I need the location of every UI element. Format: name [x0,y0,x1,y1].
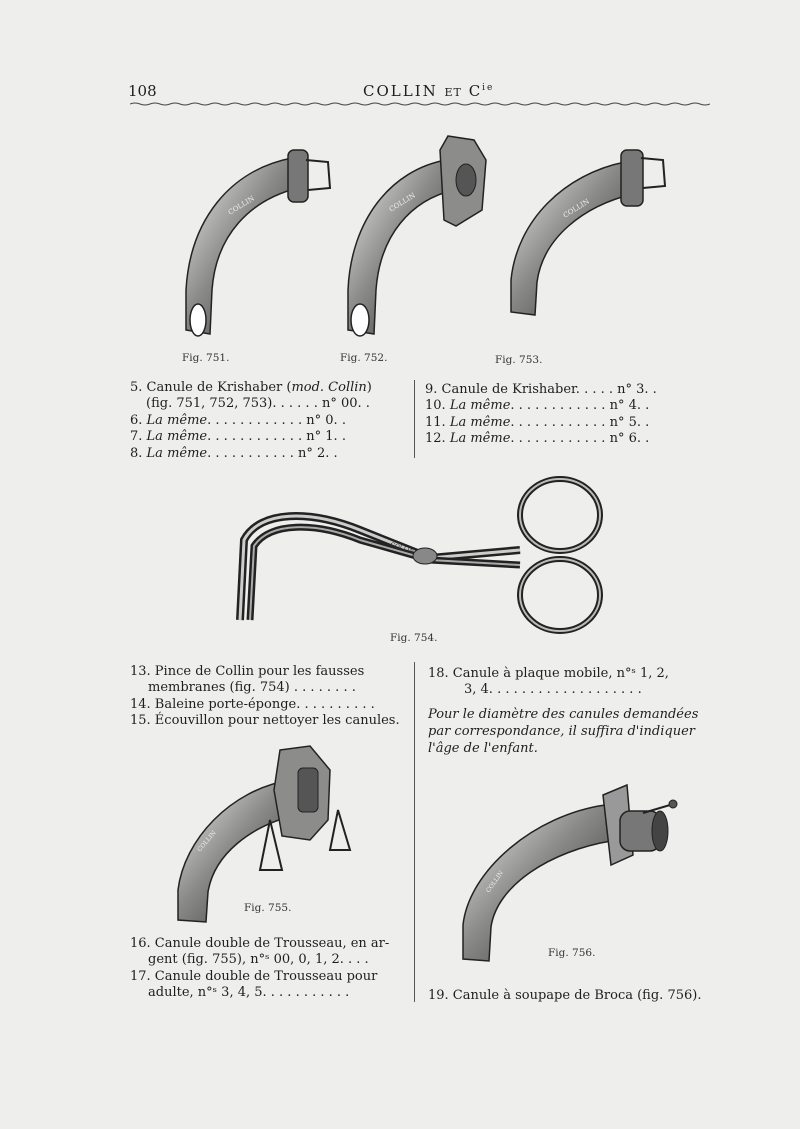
list-items-9-12 [425,382,657,448]
list-item: 3, 4. . . . . . . . . . . . . . . . . . . [464,682,642,698]
list-item: gent (fig. 755), n°ˢ 00, 0, 1, 2. . . . [148,952,369,968]
list-item: 6. La même. . . . . . . . . . . . n° 0. . [130,412,346,428]
list-item: 14. Baleine porte-éponge. . . . . . . . . . [130,696,375,712]
running-title: COLLIN ET $C^{ie}$ [363,82,495,100]
forceps-figure-754 [230,470,610,640]
list-items-13-15 [130,664,400,730]
caption-fig-753: Fig. 753. [495,354,543,366]
cannula-figure-751 [170,140,340,350]
caption-fig-751: Fig. 751. [182,352,230,364]
list-item: 11. La même. . . . . . . . . . . . n° 5. . [425,414,650,430]
caption-fig-752: Fig. 752. [340,352,388,364]
ordering-note: Pour le diamètre des canules demandées par correspondance, il suffira d'indiquer l'âge de l'enfant. [428,707,699,756]
list-item: membranes (fig. 754) . . . . . . . . [148,680,356,696]
cannula-figure-756 [455,775,685,965]
cannula-figure-753 [505,140,675,320]
list-item: 7. La même. . . . . . . . . . . . n° 1. . [130,429,346,445]
list-item: 9. Canule de Krishaber. . . . . n° 3. . [425,382,657,397]
list-item: 16. Canule double de Trousseau, en ar- [130,936,390,951]
column-divider [414,380,415,458]
list-item: 8. La même. . . . . . . . . . . n° 2. . [130,445,338,461]
list-items-5-8 [130,380,372,462]
page-number: 108 [128,82,157,100]
caption-fig-754: Fig. 754. [390,632,438,644]
svg-text:COLLIN: COLLIN [196,829,218,854]
list-item: 17. Canule double de Trousseau pour [130,968,378,984]
list-item: 12. La même. . . . . . . . . . . . n° 6. . [425,431,650,447]
list-items-16-17 [130,936,389,1002]
svg-text:COLLIN: COLLIN [387,191,417,214]
header-rule [130,100,710,108]
cannula-figure-755 [170,740,370,925]
list-item-19 [428,988,701,1004]
svg-text:COLLIN: COLLIN [226,194,256,217]
list-item: 5. Canule de Krishaber (mod. Collin) [130,380,372,395]
list-item: 19. Canule à soupape de Broca (fig. 756). [428,988,702,1003]
list-item: (fig. 751, 752, 753). . . . . . n° 00. . [146,396,370,412]
list-item: 13. Pince de Collin pour les fausses [130,664,365,679]
svg-text:COLLIN: COLLIN [561,197,591,220]
list-item: 18. Canule à plaque mobile, n°ˢ 1, 2, [428,666,669,681]
cannula-figure-752 [336,130,506,350]
list-item: 10. La même. . . . . . . . . . . . n° 4. . [425,398,650,414]
list-item: 15. Écouvillon pour nettoyer les canules. [130,713,400,729]
caption-fig-756: Fig. 756. [548,947,596,959]
list-item: adulte, n°ˢ 3, 4, 5. . . . . . . . . . . [148,985,350,1001]
list-item-18 [428,666,669,699]
column-divider [414,662,415,1002]
svg-text:COLLIN: COLLIN [389,541,416,556]
caption-fig-755: Fig. 755. [244,902,292,914]
svg-text:COLLIN: COLLIN [484,869,506,895]
